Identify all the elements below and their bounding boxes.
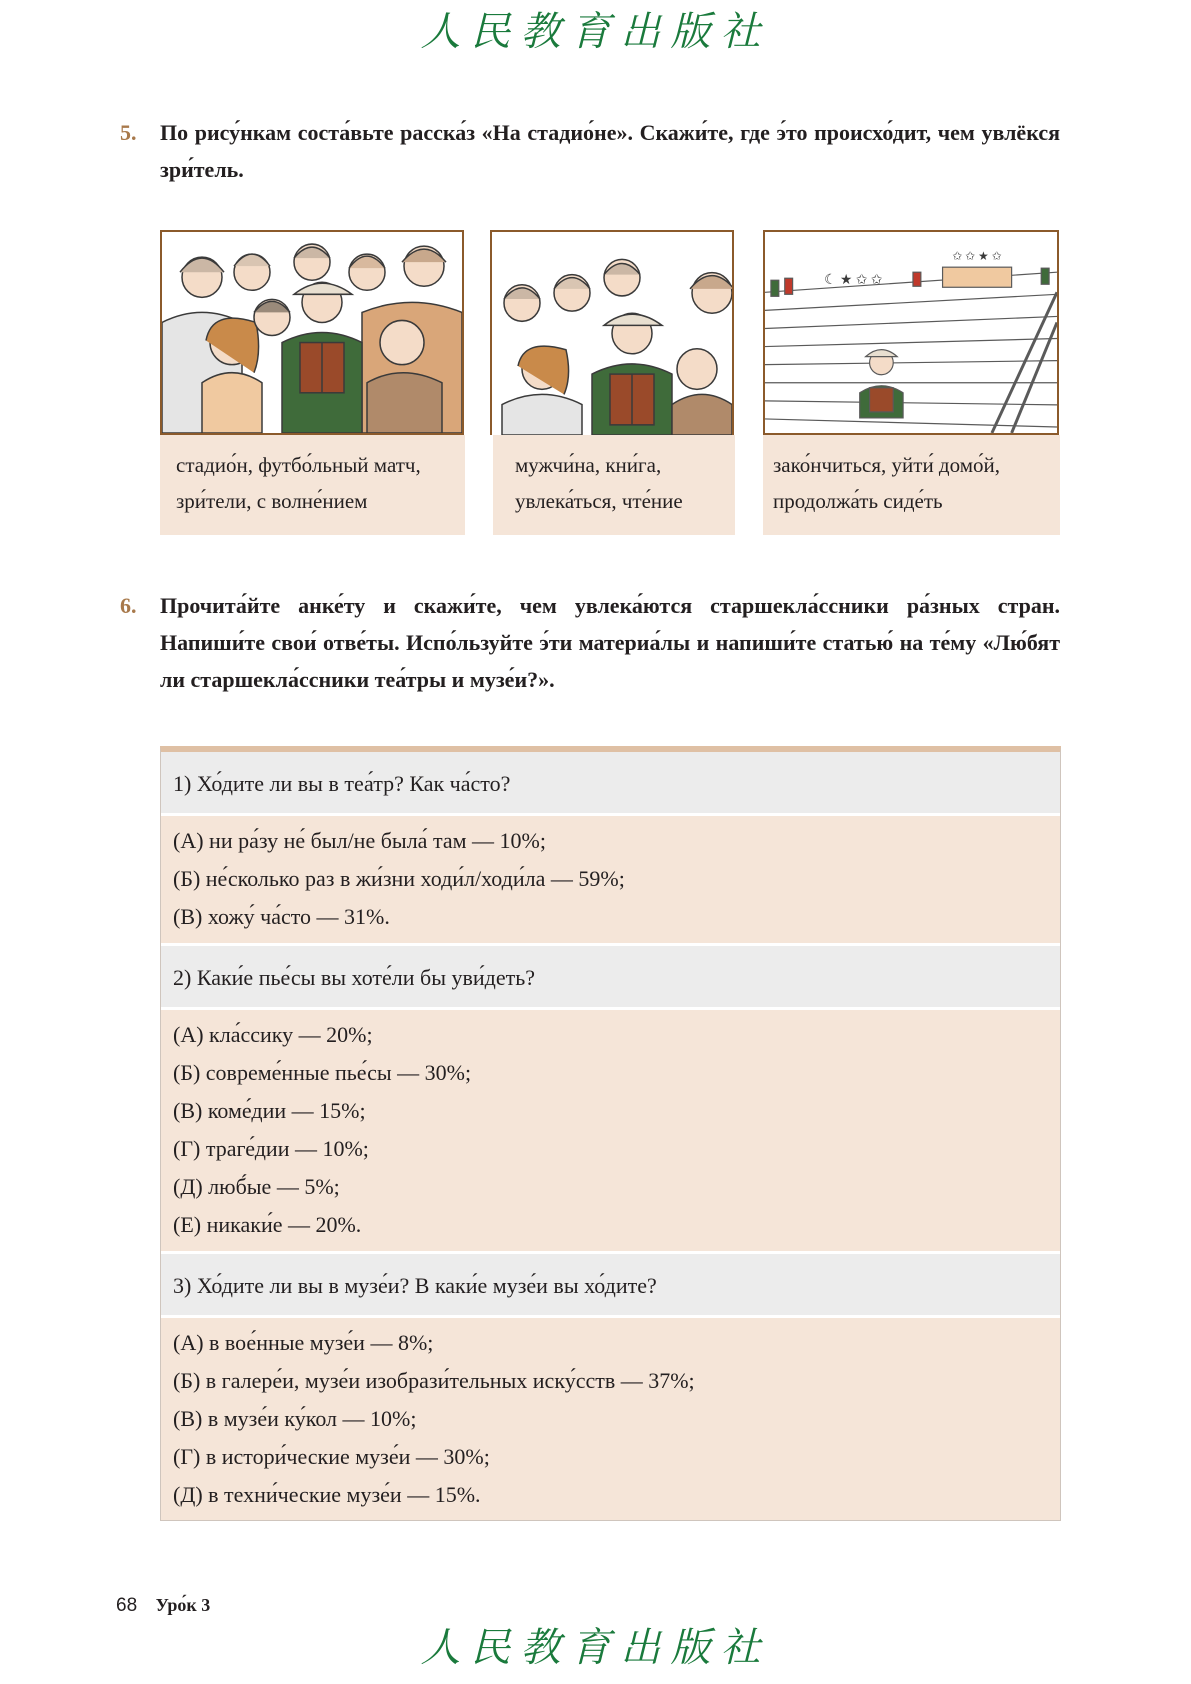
survey-answer: (Д) в техни́ческие музе́и — 15%. bbox=[173, 1482, 481, 1507]
survey-answers-2 bbox=[161, 1010, 1060, 1254]
page-footer bbox=[116, 1595, 210, 1617]
survey-answers-3 bbox=[161, 1318, 1060, 1520]
picture-3-caption-line-1: зако́нчиться, уйти́ домо́й, bbox=[773, 453, 1000, 477]
survey-answer: (В) хожу́ ча́сто — 31%. bbox=[173, 904, 390, 929]
svg-text:✩ ✩ ★ ✩: ✩ ✩ ★ ✩ bbox=[952, 249, 1002, 264]
survey-answer: (А) кла́ссику — 20%; bbox=[173, 1022, 373, 1047]
svg-text:☾ ★ ✩ ✩: ☾ ★ ✩ ✩ bbox=[824, 273, 883, 289]
picture-3-caption-line-2: продолжа́ть сиде́ть bbox=[773, 489, 943, 513]
page-number: 68 bbox=[116, 1595, 138, 1616]
picture-1-caption-line-2: зри́тели, с волне́нием bbox=[176, 489, 368, 513]
picture-3-caption bbox=[763, 435, 1060, 535]
survey-question-1: 1) Хо́дите ли вы в теа́тр? Как ча́сто? bbox=[161, 752, 1060, 816]
survey-answer: (В) коме́дии — 15%; bbox=[173, 1098, 366, 1123]
picture-1-spectators bbox=[160, 230, 464, 435]
survey-answer: (Г) траге́дии — 10%; bbox=[173, 1136, 369, 1161]
exercise-6-instruction: Прочита́йте анке́ту и скажи́те, чем увлека́ются старшекла́ссники ра́зных стран. Напиши́те свои́ отве́ты. Испо́льзуйте э́ти материа́лы и напиши́те статью́ на те́му «Лю́бят ли старшекла́ссники теа́тры и музе́и?». bbox=[160, 593, 1060, 692]
exercise-6-number: 6. bbox=[120, 593, 137, 618]
survey-answer: (А) ни ра́зу не́ был/не была́ там — 10%; bbox=[173, 828, 546, 853]
survey-answer: (Д) люб́ые — 5%; bbox=[173, 1174, 340, 1199]
picture-2-caption bbox=[493, 435, 735, 535]
picture-1-caption bbox=[160, 435, 465, 535]
picture-2-man-reading bbox=[490, 230, 734, 435]
exercise-5-number: 5. bbox=[120, 120, 137, 145]
picture-3-empty-stadium bbox=[763, 230, 1059, 435]
lesson-label: Уро́к 3 bbox=[155, 1595, 211, 1615]
survey-answer: (Г) в истори́ческие музе́и — 30%; bbox=[173, 1444, 490, 1469]
publisher-logo-bottom: 人民教育出版社 bbox=[420, 1625, 771, 1671]
survey-answer: (В) в музе́и ку́кол — 10%; bbox=[173, 1406, 417, 1431]
survey-answer: (Е) никаки́е — 20%. bbox=[173, 1212, 362, 1237]
picture-2-caption-line-1: мужчи́на, кни́га, bbox=[515, 453, 662, 477]
survey-answer: (Б) не́сколько раз в жи́зни ходи́л/ходи́ла — 59%; bbox=[173, 866, 625, 891]
survey-question-3: 3) Хо́дите ли вы в музе́и? В каки́е музе́и вы хо́дите? bbox=[161, 1254, 1060, 1318]
exercise-6 bbox=[120, 587, 1060, 698]
picture-2-caption-line-2: увлека́ться, чте́ние bbox=[515, 489, 683, 513]
survey-answers-1 bbox=[161, 816, 1060, 946]
survey-table bbox=[160, 746, 1061, 1521]
survey-answer: (Б) совреме́нные пье́сы — 30%; bbox=[173, 1060, 472, 1085]
survey-answer: (А) в вое́нные музе́и — 8%; bbox=[173, 1330, 434, 1355]
survey-question-2: 2) Каки́е пье́сы вы хоте́ли бы уви́деть? bbox=[161, 946, 1060, 1010]
picture-1-caption-line-1: стадио́н, футбо́льный матч, bbox=[176, 453, 421, 477]
exercise-5 bbox=[120, 114, 1060, 188]
publisher-logo-top: 人民教育出版社 bbox=[420, 9, 771, 55]
survey-answer: (Б) в галере́и, музе́и изобрази́тельных иску́сств — 37%; bbox=[173, 1368, 695, 1393]
exercise-5-instruction: По рису́нкам соста́вьте расска́з «На стадио́не». Скажи́те, где э́то происхо́дит, чем увлёкся зри́тель. bbox=[160, 120, 1060, 182]
